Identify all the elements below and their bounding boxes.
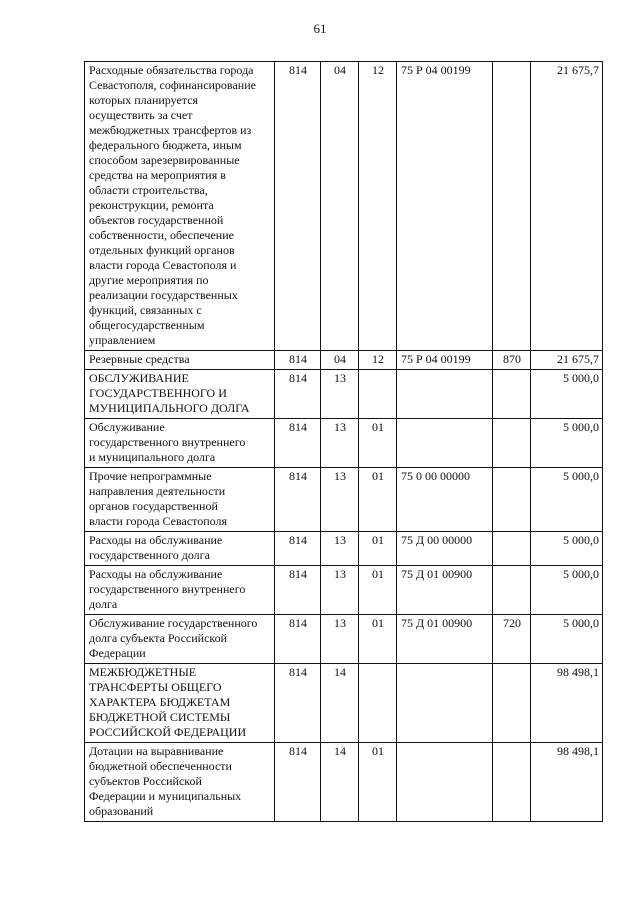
row-expense-type-cell: 870 <box>493 351 531 370</box>
row-target-article-cell <box>397 664 493 743</box>
row-target-article-cell <box>397 743 493 822</box>
row-expense-type-cell <box>493 370 531 419</box>
row-name-cell <box>85 351 275 370</box>
row-target-article-cell: 75 0 00 00000 <box>397 468 493 532</box>
row-name-text: Резервные средства <box>89 352 190 366</box>
row-target-article-cell: 75 Р 04 00199 <box>397 62 493 351</box>
row-amount-cell: 98 498,1 <box>531 664 603 743</box>
row-name-cell <box>85 62 275 351</box>
table-row <box>85 743 603 822</box>
row-name-text: Расходы на обслуживание государственного долга <box>89 533 223 562</box>
row-target-article-cell <box>397 419 493 468</box>
row-amount-cell: 5 000,0 <box>531 468 603 532</box>
table-row <box>85 419 603 468</box>
budget-table <box>84 61 603 822</box>
row-name-cell <box>85 566 275 615</box>
row-amount-cell: 5 000,0 <box>531 532 603 566</box>
row-ved-cell: 814 <box>275 468 321 532</box>
row-ved-cell: 814 <box>275 566 321 615</box>
row-ved-cell: 814 <box>275 532 321 566</box>
row-subsection-cell <box>359 664 397 743</box>
table-row <box>85 615 603 664</box>
row-name-cell <box>85 615 275 664</box>
row-name-text: Дотации на выравнивание бюджетной обеспеченности субъектов Российской Федерации и муниципальных образований <box>89 744 242 818</box>
row-section-cell: 13 <box>321 615 359 664</box>
table-row <box>85 532 603 566</box>
row-name-cell <box>85 532 275 566</box>
row-name-text: Обслуживание государственного долга субъекта Российской Федерации <box>89 616 258 660</box>
row-name-cell <box>85 419 275 468</box>
row-expense-type-cell: 720 <box>493 615 531 664</box>
row-subsection-cell: 01 <box>359 743 397 822</box>
table-row <box>85 468 603 532</box>
row-expense-type-cell <box>493 419 531 468</box>
row-section-cell: 14 <box>321 743 359 822</box>
row-ved-cell: 814 <box>275 62 321 351</box>
row-ved-cell: 814 <box>275 664 321 743</box>
row-target-article-cell <box>397 370 493 419</box>
row-expense-type-cell <box>493 468 531 532</box>
row-amount-cell: 5 000,0 <box>531 615 603 664</box>
row-section-cell: 14 <box>321 664 359 743</box>
row-name-cell <box>85 743 275 822</box>
row-subsection-cell: 12 <box>359 62 397 351</box>
row-name-text: Обслуживание государственного внутреннего и муниципального долга <box>89 420 246 464</box>
row-target-article-cell: 75 Р 04 00199 <box>397 351 493 370</box>
row-expense-type-cell <box>493 62 531 351</box>
row-subsection-cell: 01 <box>359 468 397 532</box>
table-row <box>85 62 603 351</box>
row-ved-cell: 814 <box>275 370 321 419</box>
row-subsection-cell: 01 <box>359 532 397 566</box>
row-name-text: Прочие непрограммные направления деятельности органов государственной власти города Севастополя <box>89 469 228 528</box>
row-amount-cell: 5 000,0 <box>531 370 603 419</box>
row-amount-cell: 21 675,7 <box>531 62 603 351</box>
row-amount-cell: 98 498,1 <box>531 743 603 822</box>
row-name-cell <box>85 370 275 419</box>
row-expense-type-cell <box>493 532 531 566</box>
table-row <box>85 566 603 615</box>
row-ved-cell: 814 <box>275 419 321 468</box>
row-name-text: МЕЖБЮДЖЕТНЫЕ ТРАНСФЕРТЫ ОБЩЕГО ХАРАКТЕРА БЮДЖЕТАМ БЮДЖЕТНОЙ СИСТЕМЫ РОССИЙСКОЙ ФЕДЕРАЦИИ <box>89 665 247 739</box>
row-subsection-cell: 01 <box>359 419 397 468</box>
row-target-article-cell: 75 Д 01 00900 <box>397 615 493 664</box>
page-number: 61 <box>313 21 327 36</box>
row-section-cell: 13 <box>321 566 359 615</box>
row-name-cell <box>85 664 275 743</box>
row-subsection-cell: 12 <box>359 351 397 370</box>
row-section-cell: 13 <box>321 532 359 566</box>
row-name-text: Расходные обязательства города Севастополя, софинансирование которых планируется осуществить за счет межбюджетных трансфертов из федерального бюджета, иным способом зарезервированные средства на мероприятия в области строительства, реконструкции, ремонта объектов государственной собственности, обеспечение отдельных функций органов власти города Севастополя и другие мероприятия по реализации государственных функций, связанных с общегосударственным управлением <box>89 63 256 347</box>
row-section-cell: 04 <box>321 62 359 351</box>
row-ved-cell: 814 <box>275 743 321 822</box>
row-ved-cell: 814 <box>275 615 321 664</box>
table-row <box>85 664 603 743</box>
row-amount-cell: 5 000,0 <box>531 566 603 615</box>
row-target-article-cell: 75 Д 01 00900 <box>397 566 493 615</box>
row-expense-type-cell <box>493 743 531 822</box>
table-row <box>85 370 603 419</box>
row-name-text: ОБСЛУЖИВАНИЕ ГОСУДАРСТВЕННОГО И МУНИЦИПАЛЬНОГО ДОЛГА <box>89 371 250 415</box>
row-expense-type-cell <box>493 566 531 615</box>
row-section-cell: 04 <box>321 351 359 370</box>
row-amount-cell: 21 675,7 <box>531 351 603 370</box>
table-row <box>85 351 603 370</box>
row-section-cell: 13 <box>321 468 359 532</box>
row-section-cell: 13 <box>321 370 359 419</box>
row-expense-type-cell <box>493 664 531 743</box>
row-target-article-cell: 75 Д 00 00000 <box>397 532 493 566</box>
budget-table-body <box>85 62 603 822</box>
row-amount-cell: 5 000,0 <box>531 419 603 468</box>
row-ved-cell: 814 <box>275 351 321 370</box>
row-subsection-cell <box>359 370 397 419</box>
row-section-cell: 13 <box>321 419 359 468</box>
row-name-cell <box>85 468 275 532</box>
row-subsection-cell: 01 <box>359 566 397 615</box>
row-subsection-cell: 01 <box>359 615 397 664</box>
row-name-text: Расходы на обслуживание государственного внутреннего долга <box>89 567 246 611</box>
